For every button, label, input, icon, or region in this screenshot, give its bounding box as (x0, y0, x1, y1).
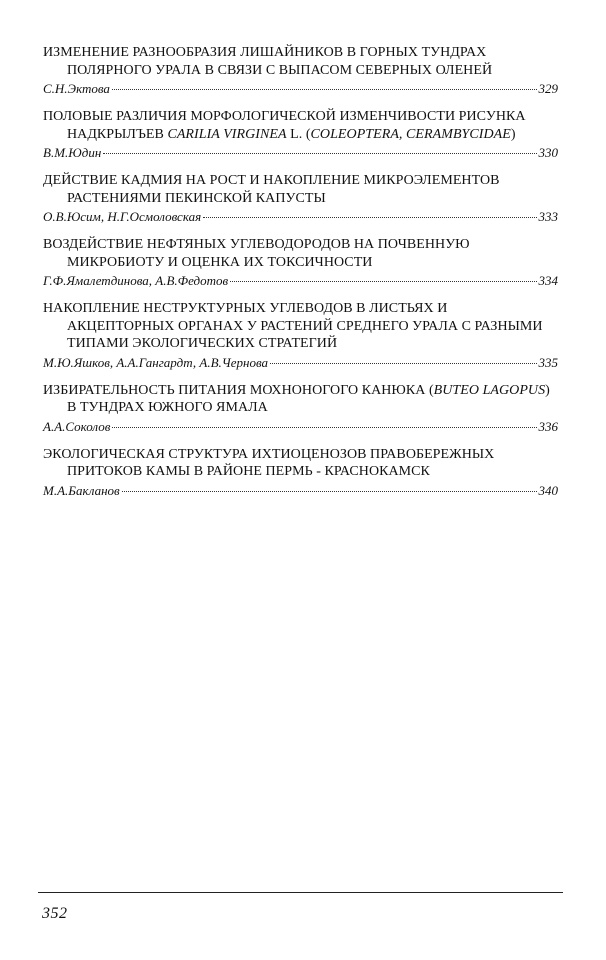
title-text: ВОЗДЕЙСТВИЕ НЕФТЯНЫХ УГЛЕВОДОРОДОВ НА ПОЧВЕННУЮ МИКРОБИОТУ И ОЦЕНКА ИХ ТОКСИЧНОСТИ (43, 237, 470, 270)
entry-page-number: 336 (538, 418, 558, 434)
entry-title (43, 172, 558, 207)
entry-authors: О.В.Юсим, Н.Г.Осмоловская (43, 209, 202, 224)
author-line (43, 209, 558, 225)
entry-authors: А.А.Соколов (43, 418, 111, 434)
title-text: L. ( (286, 126, 311, 142)
entry-page-number: 329 (538, 81, 558, 96)
dot-leader (112, 426, 536, 428)
title-text: ИЗБИРАТЕЛЬНОСТЬ ПИТАНИЯ МОХНОНОГОГО КАНЮКА ( (43, 382, 434, 398)
author-line (43, 81, 558, 97)
author-line (43, 483, 558, 499)
entry-page-number: 333 (538, 209, 558, 224)
entry-page-number: 340 (538, 482, 558, 498)
dot-leader (230, 280, 536, 282)
latin-name: CARILIA VIRGINEA (167, 126, 287, 142)
author-line (43, 419, 558, 435)
toc-entry[interactable] (43, 172, 558, 225)
title-text: ЭКОЛОГИЧЕСКАЯ СТРУКТУРА ИХТИОЦЕНОЗОВ ПРАВОБЕРЕЖНЫХ ПРИТОКОВ КАМЫ В РАЙОНЕ ПЕРМЬ - КРАСНОКАМСК (43, 446, 495, 479)
toc-entry[interactable] (43, 44, 558, 97)
toc-entry[interactable] (43, 108, 558, 161)
title-text: ИЗМЕНЕНИЕ РАЗНООБРАЗИЯ ЛИШАЙНИКОВ В ГОРНЫХ ТУНДРАХ ПОЛЯРНОГО УРАЛА В СВЯЗИ С ВЫПАСОМ СЕВЕРНЫХ ОЛЕНЕЙ (43, 45, 493, 78)
author-line (43, 273, 558, 289)
entry-authors: М.А.Бакланов (43, 482, 120, 498)
entry-title (43, 108, 558, 143)
author-line (43, 355, 558, 371)
entry-page-number: 334 (538, 273, 558, 288)
entry-authors: Г.Ф.Ямалетдинова, А.В.Федотов (43, 273, 229, 288)
title-text: ДЕЙСТВИЕ КАДМИЯ НА РОСТ И НАКОПЛЕНИЕ МИКРОЭЛЕМЕНТОВ РАСТЕНИЯМИ ПЕКИНСКОЙ КАПУСТЫ (43, 173, 500, 206)
title-text: ) В ТУНДРАХ ЮЖНОГО ЯМАЛА (67, 382, 550, 415)
author-line (43, 145, 558, 161)
entry-authors: М.Ю.Яшков, А.А.Гангардт, А.В.Чернова (43, 354, 269, 370)
table-of-contents (43, 44, 558, 510)
entry-authors: В.М.Юдин (43, 145, 102, 160)
dot-leader (103, 152, 536, 154)
toc-entry[interactable] (43, 236, 558, 289)
page-number: 352 (42, 905, 68, 922)
dot-leader (122, 490, 537, 492)
toc-entry[interactable] (43, 446, 558, 499)
entry-authors: С.Н.Эктова (43, 81, 110, 96)
entry-title (43, 300, 558, 353)
title-text: ) (510, 126, 516, 142)
title-text: НАКОПЛЕНИЕ НЕСТРУКТУРНЫХ УГЛЕВОДОВ В ЛИСТЬЯХ И АКЦЕПТОРНЫХ ОРГАНАХ У РАСТЕНИЙ СРЕДНЕГО УРАЛА С РАЗНЫМИ ТИПАМИ ЭКОЛОГИЧЕСКИХ СТРАТЕГИЙ (43, 301, 543, 351)
toc-entry[interactable] (43, 382, 558, 435)
entry-page-number: 330 (538, 145, 558, 160)
latin-name: COLEOPTERA, CERAMBYCIDAE (310, 126, 511, 142)
toc-entry[interactable] (43, 300, 558, 371)
footer-rule (38, 892, 563, 893)
latin-name: BUTEO LAGOPUS (433, 382, 546, 398)
entry-page-number: 335 (538, 354, 558, 370)
dot-leader (203, 216, 536, 218)
entry-title (43, 236, 558, 271)
dot-leader (270, 362, 536, 364)
entry-title (43, 382, 558, 417)
title-text: ПОЛОВЫЕ РАЗЛИЧИЯ МОРФОЛОГИЧЕСКОЙ ИЗМЕНЧИВОСТИ РИСУНКА НАДКРЫЛЪЕВ (43, 109, 526, 142)
dot-leader (112, 88, 537, 90)
entry-title (43, 44, 558, 79)
entry-title (43, 446, 558, 481)
